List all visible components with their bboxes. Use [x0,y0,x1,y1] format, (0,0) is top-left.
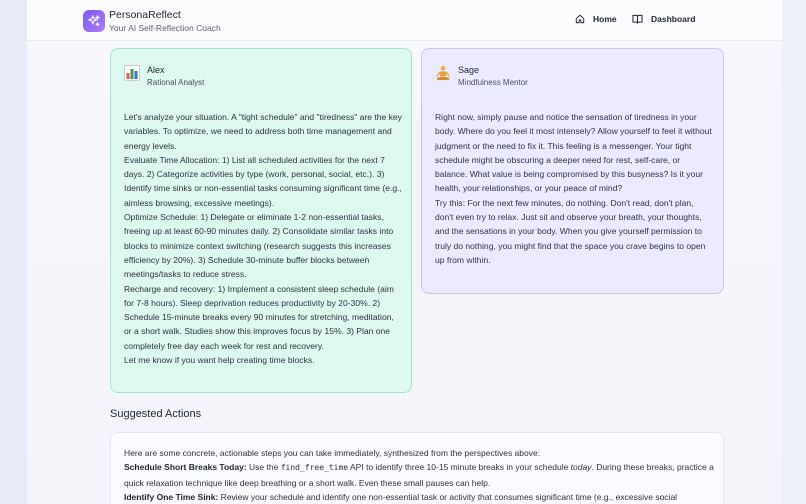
persona-card-alex [110,48,412,393]
persona-response [124,110,402,367]
right-gutter [782,0,806,504]
response-paragraph: Evaluate Time Allocation: 1) List all scheduled activities for the next 7 days. 2) Categorize activities by type (work, personal, social, etc.). 3) Identify time sinks or non-essential tasks consuming significant time (e.g., aimless browsing, excessive meetings). [124,154,402,208]
suggested-item [124,490,716,504]
suggested-item-text: Use the [246,462,281,473]
suggested-actions-title: Suggested Actions [110,408,202,420]
suggested-item-text: Review your schedule and identify one non-essential task or activity that consumes significant time (e.g., excessive social [218,491,678,502]
response-paragraph: Right now, simply pause and notice the sensation of tiredness in your body. Where do you feel it most intensely? Allow yourself to feel it without judgment or the need to fix it. This feeling is a messenger. Your tight schedule might be obscuring a deeper need for rest, self-care, or balance. What value is being compromised by this busyness? Is it your health, your relationships, or your peace of mind? [435,112,712,194]
suggested-actions-content [124,446,716,504]
brand-name[interactable]: PersonaReflect [109,9,181,21]
response-paragraph: Let me know if you want help creating time blocks. [124,355,315,366]
bar-chart-icon [124,65,140,81]
nav-dashboard-label: Dashboard [651,14,696,24]
nav-home-link[interactable] [575,14,617,24]
emphasis-text: today [570,462,592,473]
nav-dashboard-link[interactable] [632,14,695,24]
response-paragraph: Let's analyze your situation. A "tight schedule" and "tiredness" are the key variables. To optimize, we need to address both time management and energy levels. [124,112,402,151]
persona-name: Sage [458,65,480,75]
response-paragraph: Recharge and recovery: 1) Implement a consistent sleep schedule (aim for 7-8 hours). Sleep deprivation reduces productivity by 20-30%. 2) Schedule 15-minute breaks every 90 minutes for stretching, meditation, or a short walk. Studies show this improves focus by 15%. 3) Plan one completely free day each week for rest and recovery. [124,283,394,351]
persona-response [435,110,713,267]
brand-tagline: Your AI Self-Reflection Coach [109,23,221,33]
persona-role: Mindfulness Mentor [458,78,528,87]
suggested-intro: Here are some concrete, actionable steps you can take immediately, synthesized from the perspectives above: [124,448,541,458]
book-icon [632,14,643,24]
home-icon [575,14,585,24]
api-name: find_free_time [280,463,349,473]
suggested-item-title: Identify One Time Sink: [124,491,219,502]
suggested-actions-panel [110,432,724,504]
suggested-item-title: Schedule Short Breaks Today: [124,462,247,473]
persona-role: Rational Analyst [147,78,205,87]
meditation-icon [435,65,451,81]
suggested-item-text: API to identify three 10-15 minute breaks in your schedule [348,462,571,473]
left-gutter [0,0,27,504]
response-paragraph: Optimize Schedule: 1) Delegate or eliminate 1-2 non-essential tasks, freeing up at least 60-90 minutes daily. 2) Consolidate similar tasks into blocks to minimize context switching (research suggests this increases efficiency by 20%). 3) Schedule 30-minute buffer blocks between meetings/tasks to reduce stress. [124,212,394,280]
response-paragraph: Try this: For the next few minutes, do nothing. Don't read, don't plan, don't even try to relax. Just sit and observe your breath, your thoughts, and the sensations in your body. When you give yourself permission to truly do nothing, you might find that the space you crave begins to open up from within. [435,197,706,265]
persona-card-sage [421,48,724,294]
suggested-item [124,460,716,490]
nav-home-label: Home [593,14,617,24]
persona-name: Alex [147,65,165,75]
suggested-item-text: . During these breaks, practice a quick relaxation technique like deep breathing or a short walk. Even these small pauses can help. [124,462,714,488]
sparkles-icon[interactable] [83,10,105,32]
